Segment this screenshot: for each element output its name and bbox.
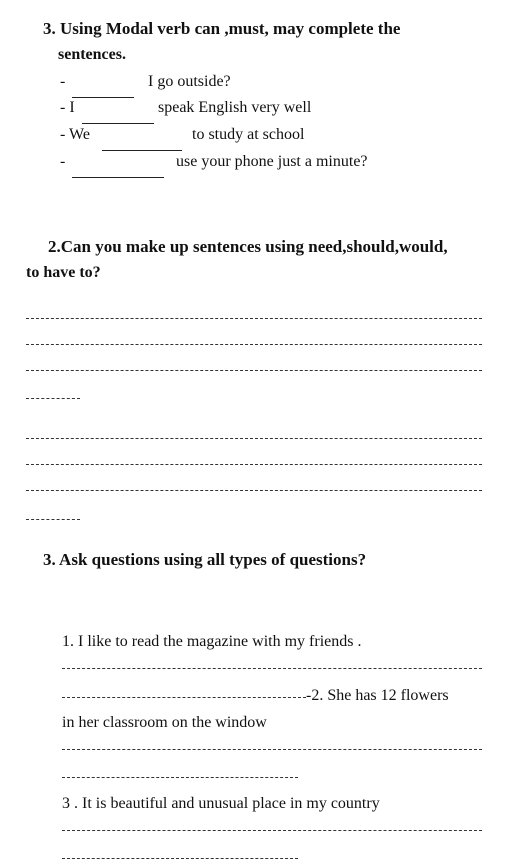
section1-title-line2: sentences. [58, 46, 126, 63]
item-prefix: - I [60, 99, 75, 116]
item-prefix: - [60, 153, 66, 170]
answer-line[interactable] [62, 668, 482, 669]
answer-line[interactable] [26, 344, 482, 345]
item-prefix: - We [60, 126, 90, 143]
section1-title-line1: 3. Using Modal verb can ,must, may complete the [43, 19, 401, 38]
section2-title-line2: to have to? [26, 264, 101, 281]
answer-line[interactable] [26, 318, 482, 319]
answer-line[interactable] [26, 438, 482, 439]
item-text: use your phone just a minute? [176, 153, 368, 170]
item-text: to study at school [192, 126, 305, 143]
answer-line[interactable] [62, 697, 306, 698]
item-text: speak English very well [158, 99, 312, 116]
answer-line[interactable] [26, 490, 482, 491]
item-prefix: - [60, 73, 66, 90]
question-2: -2. She has 12 flowers [306, 687, 449, 704]
answer-blank[interactable] [82, 114, 154, 132]
question-1: 1. I like to read the magazine with my friends . [62, 633, 362, 650]
answer-line[interactable] [26, 519, 80, 520]
answer-line[interactable] [62, 749, 482, 750]
answer-line[interactable] [62, 777, 298, 778]
answer-line[interactable] [62, 858, 298, 859]
answer-blank[interactable] [102, 141, 182, 159]
question-3: 3 . It is beautiful and unusual place in my country [62, 795, 380, 812]
section2-title-line1: 2.Can you make up sentences using need,should,would, [48, 237, 448, 256]
answer-line[interactable] [26, 464, 482, 465]
answer-line[interactable] [62, 830, 482, 831]
item-text: I go outside? [148, 73, 231, 90]
answer-line[interactable] [26, 398, 80, 399]
answer-line[interactable] [26, 370, 482, 371]
answer-blank[interactable] [72, 168, 164, 186]
section3-title: 3. Ask questions using all types of questions? [43, 550, 367, 569]
question-2-continued: in her classroom on the window [62, 714, 267, 731]
answer-blank[interactable] [72, 88, 134, 106]
